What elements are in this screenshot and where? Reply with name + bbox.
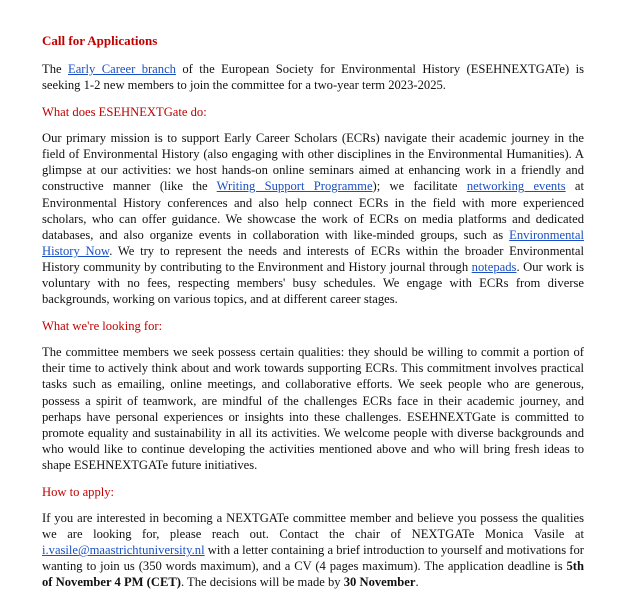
environmental-history-now-link[interactable]: Environmental History Now [42,227,584,258]
intro-paragraph [42,61,584,93]
early-career-branch-link[interactable]: Early Career branch [68,62,176,76]
intro-text-continued: of the European Society for Environmental History (ESEHNEXTGATe) is seeking 1-2 new members to join the committee for a two-year term 2023-2025. [42,62,585,93]
writing-support-programme-link[interactable]: Writing Support Programme [216,179,373,194]
networking-events-link[interactable]: networking events [466,179,566,194]
notepads-link[interactable]: notepads [471,259,517,274]
apply-text: . The decisions will be made by [180,575,344,590]
section-heading-what-we-do: What does ESEHNEXTGate do: [42,105,207,120]
section-heading-how-to-apply: How to apply: [42,484,115,499]
how-to-apply-paragraph [42,510,584,590]
apply-text: If you are interested in becoming a NEXTGATe committee member and believe you possess the qualities we are looking for, please reach out. Contact the chair of NEXTGATe Monica Vasile at [42,510,584,542]
intro-text: The [42,62,69,76]
document-body [42,33,584,590]
mission-text: ); we facilitate [372,179,467,194]
mission-paragraph [42,130,584,307]
contact-email-link[interactable]: i.vasile@maastrichtuniversity.nl [42,543,205,558]
mission-text: Our primary mission is to support Early Career Scholars (ECRs) navigate their academic journey in the field of Environmental History (also engaging with other disciplines in the Environmental Humanities). A glimpse at our activities: we host hands-on online seminars aimed at enhancing work in a friendly and constructive manner (like the [42,131,584,194]
mission-text: at Environmental History conferences and also help connect ECRs in the field with more experienced scholars, who can offer guidance. We showcase the work of ECRs on media platforms and dedicated databases, and also organize events in collaboration with like-minded groups, such as [42,179,584,242]
looking-for-paragraph: The committee members we seek possess certain qualities: they should be willing to commit a portion of their time to actively think about and work towards supporting ECRs. This commitment involves practical tasks such as emailing, online meetings, and collaborative efforts. We seek people who are generous, possess a spirit of teamwork, are mindful of the challenges ECRs face in their academic journey, and perhaps have personal experiences or insights into these challenges. ESEHNEXTGate is committed to promote equality and sustainability in all its activities. We welcome people with diverse backgrounds and who would like to continue developing the activities mentioned above and who will bring fresh ideas to shape ESEHNEXTGATe future initiatives. [42,345,584,472]
page-title: Call for Applications [42,33,158,48]
apply-text: . [415,575,419,590]
mission-text: . We try to represent the needs and interests of ECRs within the broader Environmental History community by contributing to the Environment and History journal through [42,243,584,274]
section-heading-looking-for: What we're looking for: [42,319,163,334]
application-deadline: 5th of November 4 PM (CET) [42,559,584,590]
mission-text: . Our work is voluntary with no fees, respecting members' busy schedules. We engage with ECRs from diverse backgrounds, working on various topics, and at different career stages. [42,259,584,307]
decision-date: 30 November [343,575,416,590]
apply-text: with a letter containing a brief introduction to yourself and motivations for wanting to join us (350 words maximum), and a CV (4 pages maximum). The application deadline is [42,543,584,574]
